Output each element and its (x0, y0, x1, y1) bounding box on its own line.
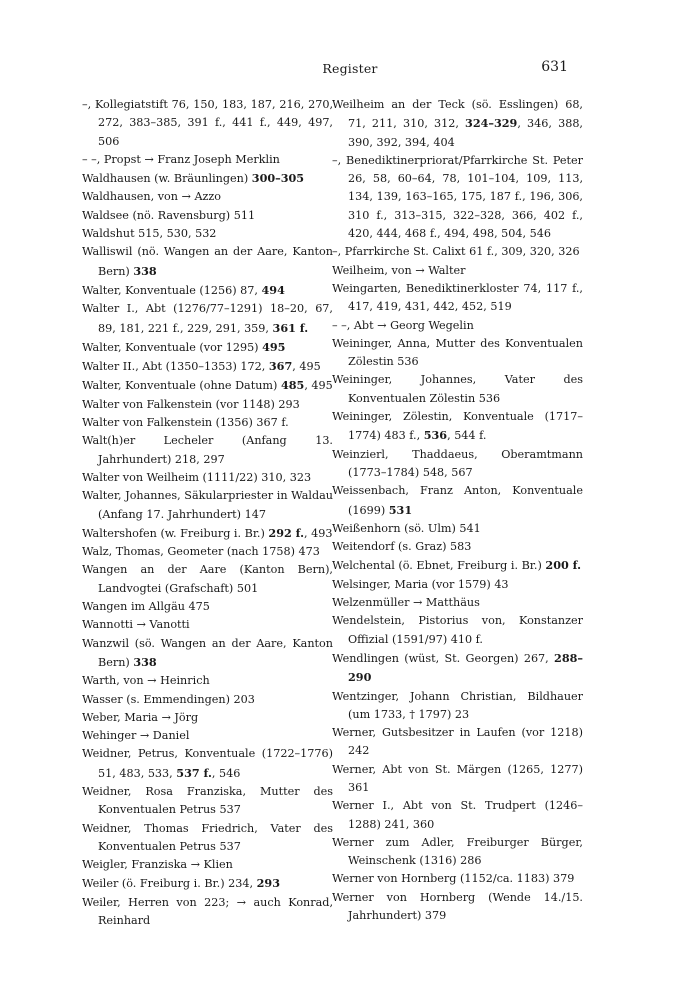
index-entry: Werner, Abt von St. Märgen (1265, 1277) 361 (332, 762, 583, 794)
left-column (82, 96, 333, 930)
page-number: 631 (541, 59, 568, 75)
index-entry: Weigler, Franziska → Klien (82, 858, 233, 872)
index-entry: Wendlingen (wüst, St. Georgen) 267, 288–290 (332, 650, 583, 685)
index-entry: Weingarten, Benediktinerkloster 74, 117 f., 417, 419, 431, 442, 452, 519 (332, 281, 583, 314)
index-entry: Walt(h)er Lecheler (Anfang 13. Jahrhundert) 218, 297 (82, 434, 333, 466)
index-entry: Waltershofen (w. Freiburg i. Br.) 292 f., 493 (82, 525, 333, 540)
index-entry: Walter, Konventuale (1256) 87, 494 (82, 282, 285, 297)
index-entry: Walter, Johannes, Säkularpriester in Waldau (Anfang 17. Jahrhundert) 147 (82, 489, 333, 521)
index-entry: Waldsee (nö. Ravensburg) 511 (82, 208, 256, 222)
index-entry: Weissenbach, Franz Anton, Konventuale (1699) 531 (332, 484, 583, 517)
index-entry: Waldhausen (w. Bräunlingen) 300–305 (82, 171, 305, 186)
index-entry: Welsinger, Maria (vor 1579) 43 (332, 577, 509, 591)
index-entry: Weiler, Herren von 223; → auch Konrad, Reinhard (82, 895, 333, 928)
index-entry: Wangen im Allgäu 475 (82, 600, 210, 614)
index-entry: Wentzinger, Johann Christian, Bildhauer (um 1733, † 1797) 23 (332, 689, 583, 721)
index-entry: Walliswil (nö. Wangen an der Aare, Kanton Bern) 338 (82, 245, 333, 278)
index-entry: Weißenhorn (sö. Ulm) 541 (332, 521, 481, 535)
index-entry: Walter I., Abt (1276/77–1291) 18–20, 67, 89, 181, 221 f., 229, 291, 359, 361 f. (82, 302, 333, 335)
index-entry: Welchental (ö. Ebnet, Freiburg i. Br.) 200 f. (332, 558, 581, 573)
index-entry: –, Kollegiatstift 76, 150, 183, 187, 216, 270, 272, 383–385, 391 f., 441 f., 449, 497, 506 (82, 98, 333, 148)
index-entry: Werner zum Adler, Freiburger Bürger, Weinschenk (1316) 286 (332, 835, 583, 868)
index-entry: Warth, von → Heinrich (82, 674, 210, 688)
index-entry: Weinzierl, Thaddaeus, Oberamtmann (1773–1784) 548, 567 (332, 447, 583, 479)
index-entry: Waldshut 515, 530, 532 (82, 227, 217, 241)
index-entry: Weidner, Thomas Friedrich, Vater des Konventualen Petrus 537 (82, 821, 333, 853)
index-entry: Walter, Konventuale (ohne Datum) 485, 495 (82, 378, 333, 393)
index-entry: Werner, Gutsbesitzer in Laufen (vor 1218) 242 (332, 726, 583, 758)
index-entry: Weidner, Petrus, Konventuale (1722–1776) 51, 483, 533, 537 f., 546 (82, 747, 333, 780)
index-entry: Werner von Hornberg (1152/ca. 1183) 379 (332, 872, 575, 886)
index-entry: Weitendorf (s. Graz) 583 (332, 540, 472, 554)
index-entry: Weininger, Johannes, Vater des Konventualen Zölestin 536 (332, 373, 583, 405)
index-entry: Weininger, Anna, Mutter des Konventualen Zölestin 536 (332, 336, 583, 369)
index-entry: Weilheim, von → Walter (332, 263, 466, 277)
index-entry: – –, Abt → Georg Wegelin (332, 318, 474, 332)
index-entry: Weilheim an der Teck (sö. Esslingen) 68, 71, 211, 310, 312, 324–329, 346, 388, 390, 392, 394, 404 (332, 98, 583, 149)
index-entry: Weber, Maria → Jörg (82, 710, 199, 724)
index-entry: Waldhausen, von → Azzo (82, 190, 222, 204)
index-entry: Walter von Falkenstein (1356) 367 f. (82, 416, 289, 430)
index-entry: Wasser (s. Emmendingen) 203 (82, 692, 255, 706)
index-entry: Walter von Falkenstein (vor 1148) 293 (82, 397, 300, 411)
index-entry: Welzenmüller → Matthäus (332, 596, 480, 610)
index-entry: Wanzwil (sö. Wangen an der Aare, Kanton Bern) 338 (82, 636, 333, 669)
index-entry: Wangen an der Aare (Kanton Bern), Landvogtei (Grafschaft) 501 (82, 563, 333, 595)
index-entry: Walz, Thomas, Geometer (nach 1758) 473 (82, 545, 320, 559)
index-entry: Wannotti → Vanotti (82, 618, 190, 632)
index-entry: Weininger, Zölestin, Konventuale (1717–1774) 483 f., 536, 544 f. (332, 410, 583, 443)
index-entry: Werner von Hornberg (Wende 14./15. Jahrhundert) 379 (332, 890, 583, 923)
index-entry: Wehinger → Daniel (82, 729, 190, 743)
index-entry: –, Pfarrkirche St. Calixt 61 f., 309, 320, 326 (332, 245, 580, 259)
right-column (332, 96, 583, 925)
index-entry: –, Benediktinerpriorat/Pfarrkirche St. Peter 26, 58, 60–64, 78, 101–104, 109, 113, 134, 139, 163–165, 175, 187 f., 196, 306, 310 f., 313–315, 322–328, 366, 402 f., 420, 444, 468 f., 494, 498, 504, 546 (332, 153, 583, 241)
index-entry: Walter II., Abt (1350–1353) 172, 367, 495 (82, 359, 321, 374)
index-entry: Werner I., Abt von St. Trudpert (1246–1288) 241, 360 (332, 799, 583, 831)
running-title: Register (322, 61, 378, 76)
index-entry: Wendelstein, Pistorius von, Konstanzer Offizial (1591/97) 410 f. (332, 614, 583, 646)
index-entry: – –, Propst → Franz Joseph Merklin (82, 152, 280, 166)
index-entry: Weiler (ö. Freiburg i. Br.) 234, 293 (82, 876, 280, 891)
index-entry: Walter von Weilheim (1111/22) 310, 323 (82, 470, 312, 484)
index-entry: Walter, Konventuale (vor 1295) 495 (82, 339, 286, 354)
index-entry: Weidner, Rosa Franziska, Mutter des Konventualen Petrus 537 (82, 784, 333, 817)
